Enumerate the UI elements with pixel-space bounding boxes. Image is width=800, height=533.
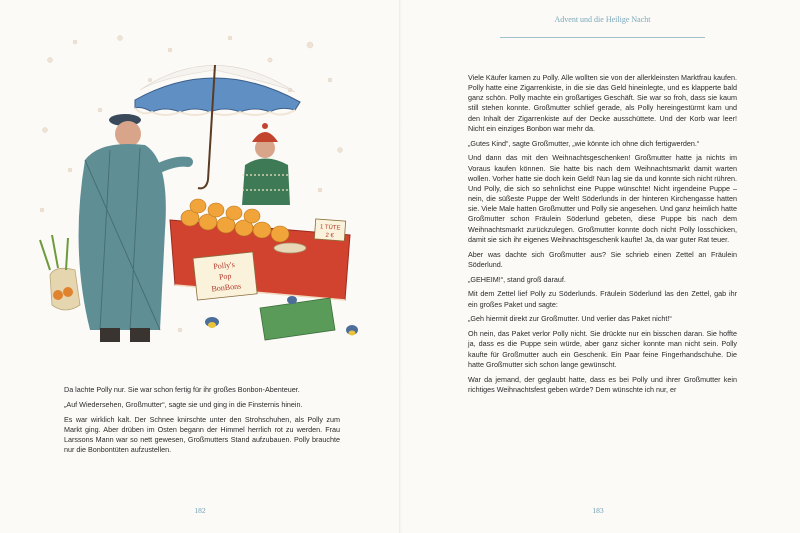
paragraph: Aber was dachte sich Großmutter aus? Sie schrieb einen Zettel an Fräulein Söderlund.	[468, 249, 737, 269]
right-page-text	[468, 73, 737, 400]
market-stall-illustration-icon	[30, 30, 360, 370]
paragraph: War da jemand, der geglaubt hatte, dass es bei Polly und ihrer Großmutter kein richtiges Weihnachtsfest geben würde? Dem wünschte ich nur, er	[468, 374, 737, 394]
paragraph: Oh nein, das Paket verlor Polly nicht. Sie drückte nur ein bisschen daran. Sie hoffte ja, dass es die Puppe sein würde, aber ganz sicher konnte man nicht sein. Polly kaufte für Großmutter auch ein Geschenk. Ein Paar feine Fingerhandschuhe. Die hatte Großmutter sich schon lange gewünscht.	[468, 329, 737, 369]
paragraph: Da lachte Polly nur. Sie war schon fertig für ihr großes Bonbon-Abenteuer.	[64, 385, 300, 394]
paragraph: Es war wirklich kalt. Der Schnee knirschte unter den Strohschuhen, als Polly zum Markt ging. Aber drüben im Osten begann der Himmel herrlich rot zu werden. Frau Larssons Mann war so nett gewesen, Großmutters Stand aufzubauen. Polly brauchte nur die Bonbontüten aufzustellen.	[64, 414, 340, 455]
paragraph: „Geh hiermit direkt zur Großmutter. Und verlier das Paket nicht!“	[468, 314, 672, 324]
sign-line-3: BonBons	[211, 281, 242, 294]
paragraph: Mit dem Zettel lief Polly zu Söderlunds. Fräulein Söderlund las den Zettel, gab ihr ein großes Paket und sagte:	[468, 289, 737, 309]
right-page	[400, 0, 800, 533]
left-page-text	[64, 385, 340, 460]
paragraph: „Gutes Kind“, sagte Großmutter, „wie könnte ich ohne dich fertigwerden.“	[468, 138, 700, 148]
price-tag-line-2: 2 €	[325, 232, 334, 240]
paragraph: Und dann das mit den Weihnachtsgeschenken! Großmutter hatte ja nichts im Voraus kaufen können. Sie hatte bis nach dem Weihnachtsmarkt damit warten wollen. Vorher hatte sie doch kein Geld! Nun lag sie da und konnte sich nicht rühren. Und Polly, die sich so sehnlichst eine Puppe wünschte! Nicht irgendeine Puppe – nein, die süßeste Puppe der Welt! Söderlunds in der hinteren Kirchengasse hatten sie. Viele Male hatten Großmutter und Polly sie angesehen. Und ganz heimlich hatte Großmutter schon Fräulein Söderlund gebeten, diese Puppe bis nach dem Weihnachtsmarkt zurückzulegen. Großmutter konnte doch nicht Polly losschicken, damit sie sich ihr eigenes Weihnachtsgeschenk kaufte! Ja, da war guter Rat teuer.	[468, 153, 737, 244]
page-number: 183	[592, 506, 604, 515]
sign-line-2: Pop	[218, 271, 232, 282]
running-header: Advent und die Heilige Nacht	[554, 15, 651, 24]
paragraph: „Auf Wiedersehen, Großmutter“, sagte sie und ging in die Finsternis hinein.	[64, 399, 303, 409]
sign-line-1: Polly's	[212, 259, 236, 272]
paragraph: Viele Käufer kamen zu Polly. Alle wollten sie von der allerkleinsten Marktfrau kaufen. Polly hatte eine Zigarrenkiste, in die sie das Geld hineinlegte, und es klapperte bald ganz schön. Polly machte ein großartiges Geschäft. Sie war so froh, dass sie kaum still stehen konnte. Großmutter schlief gerade, als Polly hereingestürmt kam und den Inhalt der Zigarrenkiste auf der Decke ausschüttete. Und der Korb war leer! Nicht ein einziges Bonbon war mehr da.	[468, 73, 737, 133]
header-rule	[500, 37, 705, 38]
page-number: 182	[194, 506, 206, 515]
paragraph: „GEHEIM!“, stand groß darauf.	[468, 274, 566, 284]
price-tag-line-1: 1 TÜTE	[319, 224, 341, 232]
